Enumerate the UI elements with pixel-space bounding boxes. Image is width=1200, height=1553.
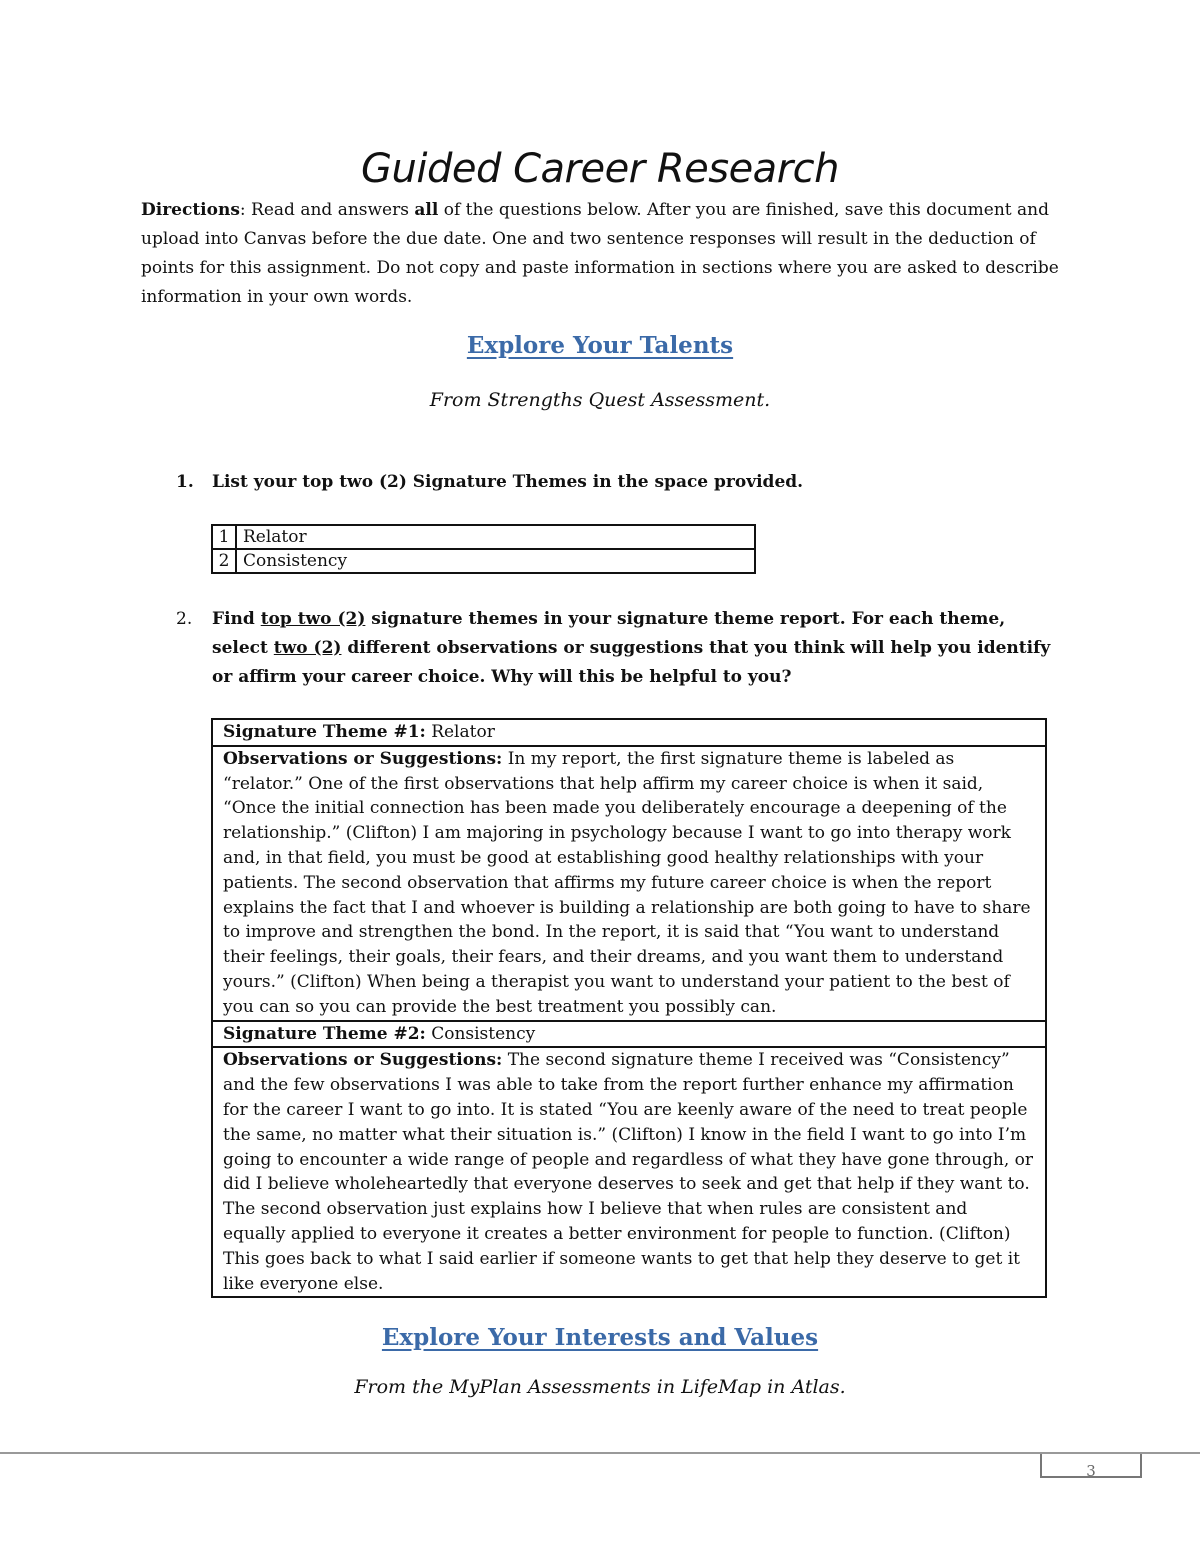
theme-label: Signature Theme #2: <box>223 1023 426 1044</box>
directions-bold-word: all <box>414 200 439 220</box>
question-1-number: 1. <box>176 472 194 492</box>
section-subtitle-talents: From Strengths Quest Assessment. <box>429 389 771 411</box>
theme-label: Signature Theme #1: <box>223 722 426 742</box>
question-1-text: List your top two (2) Signature Themes in the space provided. <box>212 472 804 492</box>
page-number: 3 <box>1040 1454 1142 1478</box>
question-2-text <box>212 605 1056 692</box>
directions-text-after: of the questions below. After you are finished, save this document and upload into Canvas before the due date. One and two sentence responses will result in the deduction of points for this assignment. Do not copy and paste information in sections where you are asked to describe information in your own words. <box>141 200 1059 307</box>
theme-2-header-cell <box>212 1021 1046 1048</box>
theme-details-table <box>211 718 1047 1298</box>
footer-divider <box>0 1452 1200 1454</box>
question-2-part: different observations or suggestions that you think will help you identify or affirm your career choice. Why will this be helpful to you? <box>212 638 1051 687</box>
section-subtitle-interests: From the MyPlan Assessments in LifeMap in Atlas. <box>354 1376 846 1398</box>
observations-text: In my report, the first signature theme is labeled as “relator.” One of the first observations that help affirm my career choice is when it said, “Once the initial connection has been made you deliberately encourage a deepening of the relationship.” (Clifton) I am majoring in psychology because I want to go into therapy work and, in that field, you must be good at establishing good healthy relationships with your patients. The second observation that affirms my future career choice is when the report explains the fact that I and whoever is building a relationship are both going to have to share to improve and strengthen the bond. In the report, it is said that “You want to understand their feelings, their goals, their fears, and their dreams, and you want them to understand yours.” (Clifton) When being a therapist you want to understand your patient to the best of you can so you can provide the best treatment you possibly can. <box>223 748 1031 1017</box>
theme-1-observations-cell <box>212 746 1046 1021</box>
theme-index: 1 <box>212 525 236 549</box>
table-row <box>212 719 1046 746</box>
observations-text: The second signature theme I received was “Consistency” and the few observations I was able to take from the report further enhance my affirmation for the career I want to go into. It is stated “You are keenly aware of the need to treat people the same, no matter what their situation is.” (Clifton) I know in the field I want to go into I’m going to encounter a wide range of people and regardless of what they have gone through, or did I believe wholeheartedly that everyone deserves to seek and get that help if they want to. The second observation just explains how I believe that when rules are consistent and equally applied to everyone it creates a better environment for people to function. (Clifton) This goes back to what I said earlier if someone wants to get that help they deserve to get it like everyone else. <box>223 1050 1034 1294</box>
question-2 <box>176 605 1056 692</box>
section-heading-talents: Explore Your Talents <box>466 332 734 359</box>
question-2-part: signature themes in your signature theme report. For each theme, select <box>212 609 1006 658</box>
table-row <box>212 1047 1046 1297</box>
observations-label: Observations or Suggestions: <box>223 1050 503 1071</box>
directions-label: Directions <box>141 200 240 220</box>
theme-index: 2 <box>212 549 236 573</box>
question-2-part: Find <box>212 609 261 629</box>
theme-2-observations-cell <box>212 1047 1046 1297</box>
directions-text-before: : Read and answers <box>239 200 415 220</box>
question-2-underlined: two (2) <box>273 638 342 658</box>
table-row <box>212 746 1046 1021</box>
directions-paragraph <box>141 196 1061 312</box>
table-row <box>212 1021 1046 1048</box>
theme-value: Consistency <box>425 1023 536 1044</box>
signature-themes-table <box>211 524 756 574</box>
table-row <box>212 549 755 573</box>
section-heading-interests: Explore Your Interests and Values <box>381 1324 819 1351</box>
theme-value: Relator <box>425 722 495 742</box>
page-title: Guided Career Research <box>361 146 839 192</box>
question-1 <box>176 468 1056 497</box>
table-row <box>212 525 755 549</box>
question-2-underlined: top two (2) <box>260 609 366 629</box>
question-2-number: 2. <box>176 609 193 629</box>
observations-label: Observations or Suggestions: <box>223 748 503 769</box>
theme-1-header-cell <box>212 719 1046 746</box>
theme-name: Consistency <box>236 549 755 573</box>
theme-name: Relator <box>236 525 755 549</box>
